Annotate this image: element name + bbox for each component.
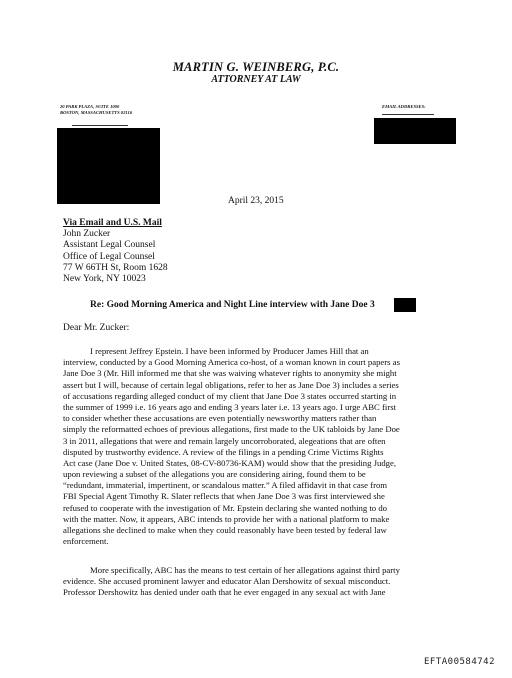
recipient-name: John Zucker <box>63 229 111 240</box>
recipient-block <box>63 218 168 285</box>
body-line: disputed by trustworthy evidence. A review of the filings in a pending Crime Victims Rights <box>63 446 384 457</box>
body-line: enforcement. <box>63 536 109 547</box>
firm-name: MARTIN G. WEINBERG, P.C. <box>172 60 340 74</box>
email-label: EMAIL ADDRESSES: <box>382 104 426 109</box>
paragraph-1 <box>63 346 451 547</box>
body-line: I represent Jeffrey Epstein. I have been informed by Producer James Hill that an <box>90 346 369 356</box>
recipient-office: Office of Legal Counsel <box>63 251 155 262</box>
body-line: More specifically, ABC has the means to test certain of her allegations against third party <box>90 565 400 575</box>
body-line: FBI Special Agent Timothy R. Slater reflects that when Jane Doe 3 was first interviewed she <box>63 491 385 502</box>
body-line: simply the reformatted echoes of previous allegations, first made to the UK tabloids by Jane Doe <box>63 424 400 435</box>
recipient-title: Assistant Legal Counsel <box>63 240 156 251</box>
firm-subtitle: ATTORNEY AT LAW <box>211 74 301 85</box>
body-line: allegations she declined to make when they could reasonably have been tested by federal law <box>63 525 387 535</box>
body-line: assert but I will, because of certain legal obligations, refer to her as Jane Doe 3) includes a series <box>63 379 399 390</box>
firm-address <box>60 104 132 116</box>
body-line: Professor Dershowitz has denied under oath that he ever engaged in any sexual act with Jane <box>63 587 386 598</box>
letter-date: April 23, 2015 <box>228 196 284 206</box>
redacted-name <box>394 298 416 312</box>
redacted-email-block <box>374 118 456 144</box>
body-line: 3 in 2011, allegations that were and remain largely uncorroborated, alegeations that are often <box>63 435 386 446</box>
body-line: interview, conducted by a Good Morning America co-host, of a woman known in court papers as <box>63 357 400 368</box>
email-underline <box>382 114 434 115</box>
address-underline <box>72 125 128 126</box>
body-line: to consider whether these accusations are even potentially newsworthy matters rather than <box>63 413 377 424</box>
body-line: Act case (Jane Doe v. United States, 08-CV-80736-KAM) would show that the presiding Judge, <box>63 457 397 468</box>
delivery-method: Via Email and U.S. Mail <box>63 218 162 228</box>
body-line: Jane Doe 3 (Mr. Hill informed me that she was waiving whatever rights to anonymity she might <box>63 368 397 379</box>
redacted-block <box>57 128 160 204</box>
address-line-1: 20 PARK PLAZA, SUITE 1000 <box>60 104 120 109</box>
body-line: refused to cooperate with the investigation of Mr. Epstein declaring she wanted nothing to do <box>63 502 388 513</box>
body-line: evidence. She accused prominent lawyer and educator Alan Dershowitz of sexual misconduct. <box>63 576 391 587</box>
body-line: the summer of 1999 i.e. 16 years ago and ending 3 years later i.e. 13 years ago. I urge ABC first <box>63 401 397 412</box>
body-line: upon reviewing a subset of the allegations you are considering airing, found them to be <box>63 469 366 480</box>
body-line: of accusations regarding alleged conduct of my client that Jane Doe 3 states occurred starting in <box>63 390 397 401</box>
subject-line: Re: Good Morning America and Night Line interview with Jane Doe 3 <box>90 300 375 310</box>
body-line: with the matter. Now, it appears, ABC intends to provide her with a national platform to make <box>63 513 390 524</box>
body-line: “redundant, immaterial, impertinent, or scandalous matter.” A filed affidavit in that case from <box>63 480 388 491</box>
recipient-street: 77 W 66TH St, Room 1628 <box>63 262 168 273</box>
bates-number: EFTA00584742 <box>424 657 496 667</box>
paragraph-2 <box>63 565 451 599</box>
address-line-2: BOSTON, MASSACHUSETTS 02116 <box>60 110 133 115</box>
recipient-city: New York, NY 10023 <box>63 274 146 285</box>
salutation: Dear Mr. Zucker: <box>63 323 130 333</box>
